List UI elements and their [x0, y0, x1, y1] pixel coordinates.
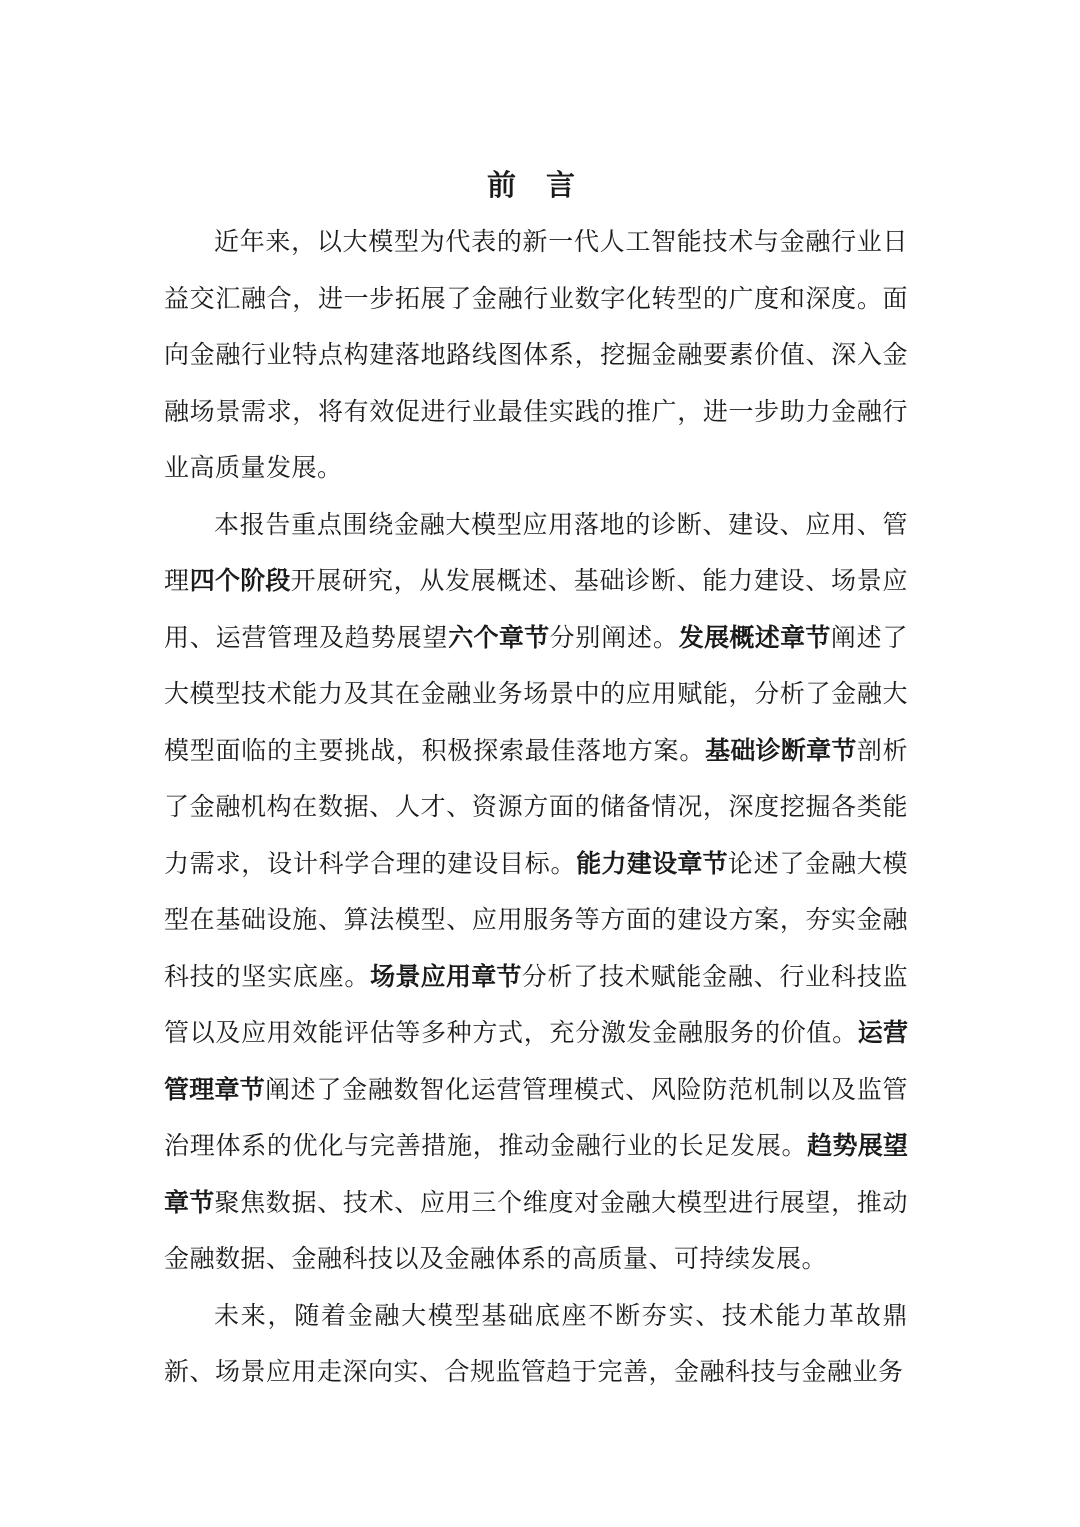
- document-body: [164, 214, 908, 1401]
- text-run: 开展研究，从发展概述、基础诊断、能力建设、场景应用、运营管理及趋势展望: [164, 566, 908, 652]
- document-page: [164, 162, 908, 1401]
- text-run: 近年来，以大模型为代表的新一代人工智能技术与金融行业日益交汇融合，进一步拓展了金融行业数字化转型的广度和深度。面向金融行业特点构建落地路线图体系，挖掘金融要素价值、深入金融场景需求，将有效促进行业最佳实践的推广，进一步助力金融行业高质量发展。: [164, 227, 908, 482]
- bold-phrase: 趋势展望章节: [164, 1131, 908, 1217]
- paragraph: [164, 1288, 908, 1401]
- paragraph: [164, 214, 908, 497]
- text-run: 聚焦数据、技术、应用三个维度对金融大模型进行展望，推动金融数据、金融科技以及金融体系的高质量、可持续发展。: [164, 1187, 908, 1273]
- text-run: 论述了金融大模型在基础设施、算法模型、应用服务等方面的建设方案，夯实金融科技的坚实底座。: [164, 848, 908, 991]
- paragraph: [164, 497, 908, 1288]
- text-run: 剖析了金融机构在数据、人才、资源方面的储备情况，深度挖掘各类能力需求，设计科学合理的建设目标。: [164, 735, 908, 878]
- bold-phrase: 发展概述章节: [678, 622, 831, 652]
- page-title: 前 言: [486, 168, 586, 202]
- bold-phrase: 能力建设章节: [576, 848, 728, 878]
- bold-phrase: 场景应用章节: [370, 961, 522, 991]
- text-run: 未来，随着金融大模型基础底座不断夯实、技术能力革故鼎新、场景应用走深向实、合规监管趋于完善，金融科技与金融业务: [164, 1300, 908, 1386]
- bold-phrase: 基础诊断章节: [705, 735, 857, 765]
- bold-phrase: 六个章节: [448, 622, 550, 652]
- text-run: 分析了技术赋能金融、行业科技监管以及应用效能评估等多种方式，充分激发金融服务的价值。: [164, 961, 908, 1047]
- text-run: 阐述了大模型技术能力及其在金融业务场景中的应用赋能，分析了金融大模型面临的主要挑战，积极探索最佳落地方案。: [164, 622, 908, 765]
- bold-phrase: 运营管理章节: [164, 1018, 908, 1104]
- bold-phrase: 四个阶段: [189, 566, 291, 595]
- text-run: 本报告重点围绕金融大模型应用落地的诊断、建设、应用、管理: [164, 509, 908, 595]
- text-run: 分别阐述。: [549, 622, 679, 652]
- text-run: 阐述了金融数智化运营管理模式、风险防范机制以及监管治理体系的优化与完善措施，推动金融行业的长足发展。: [164, 1074, 908, 1160]
